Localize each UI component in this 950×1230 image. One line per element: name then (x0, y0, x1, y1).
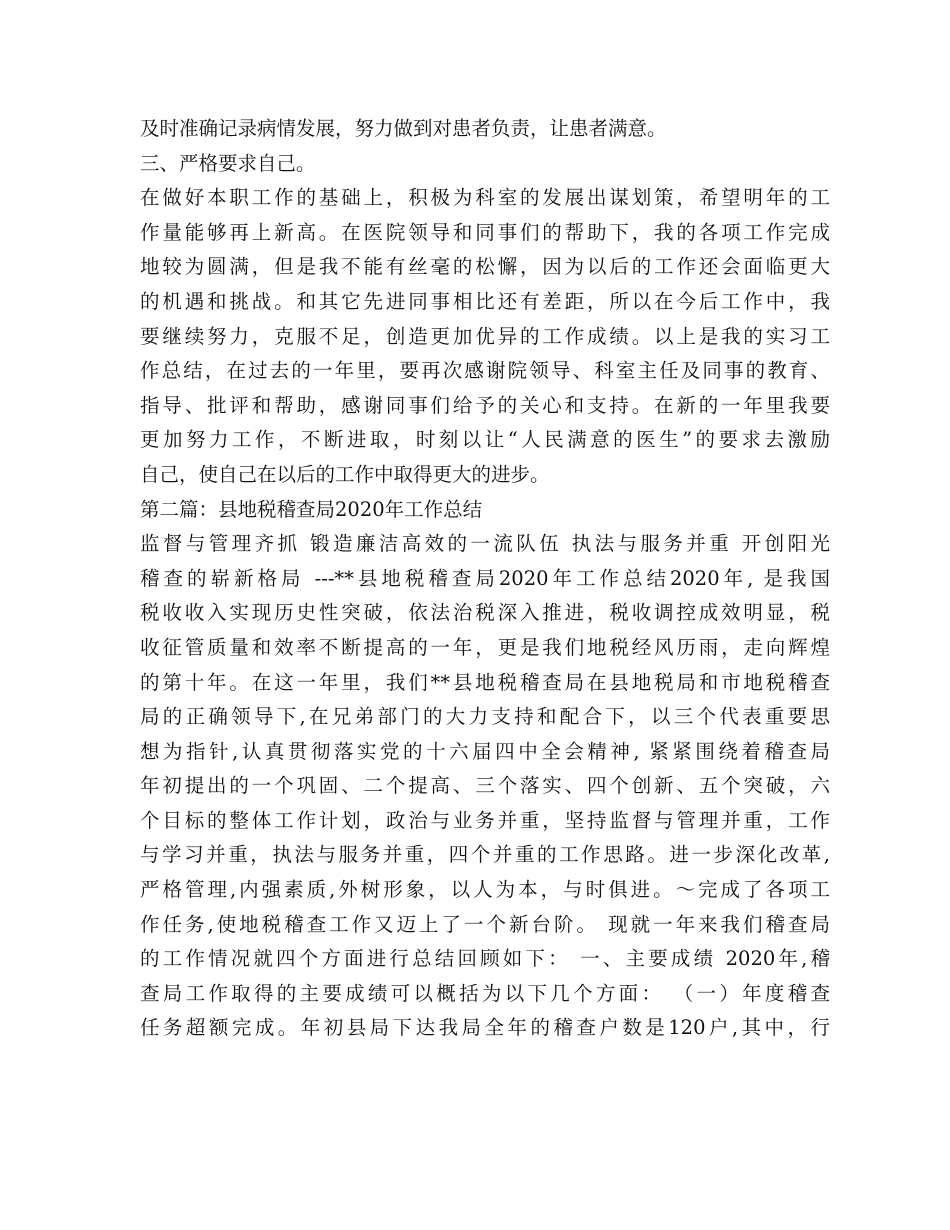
text-line: 想为指针,认真贯彻落实党的十六届四中全会精神, 紧紧围绕着稽查局 (140, 739, 830, 763)
text-line: 的机遇和挑战。和其它先进同事相比还有差距，所以在今后工作中，我 (140, 289, 830, 313)
text-line: 任务超额完成。年初县局下达我局全年的稽查户数是120户,其中，行 (140, 1016, 830, 1040)
text-line: 的第十年。在这一年里，我们**县地税稽查局在县地税局和市地税稽查 (140, 670, 830, 694)
text-line: 更加努力工作，不断进取，时刻以让“人民满意的医生”的要求去激励 (140, 428, 830, 452)
section-heading: 三、严格要求自己。 (140, 151, 316, 175)
text-line: 作量能够再上新高。在医院领导和同事们的帮助下，我的各项工作完成 (140, 220, 830, 244)
text-line: 年初提出的一个巩固、二个提高、三个落实、四个创新、五个突破，六 (140, 774, 830, 798)
text-line: 收征管质量和效率不断提高的一年，更是我们地税经风历雨，走向辉煌 (140, 635, 830, 659)
text-line: 监督与管理齐抓 锻造廉洁高效的一流队伍 执法与服务并重 开创阳光 (140, 532, 830, 556)
text-line: 及时准确记录病情发展，努力做到对患者负责，让患者满意。 (140, 117, 667, 140)
text-line: 税收收入实现历史性突破，依法治税深入推进，税收调控成效明显，税 (140, 601, 830, 625)
text-line: 个目标的整体工作计划，政治与业务并重，坚持监督与管理并重，工作 (140, 808, 830, 832)
text-line: 自己，使自己在以后的工作中取得更大的进步。 (140, 462, 550, 486)
document-body (140, 112, 830, 1046)
text-line: 地较为圆满，但是我不能有丝毫的松懈，因为以后的工作还会面临更大 (140, 255, 830, 279)
text-line: 作任务,使地税稽查工作又迈上了一个新台阶。 现就一年来我们稽查局 (140, 912, 830, 936)
text-line: 指导、批评和帮助，感谢同事们给予的关心和支持。在新的一年里我要 (140, 393, 830, 417)
text-line: 稽查的崭新格局 ---**县地税稽查局2020年工作总结2020年, 是我国 (140, 566, 830, 590)
article-title: 第二篇：县地税稽查局2020年工作总结 (140, 497, 483, 521)
text-line: 在做好本职工作的基础上，积极为科室的发展出谋划策，希望明年的工 (140, 186, 830, 210)
text-line: 严格管理,内强素质,外树形象，以人为本，与时俱进。～完成了各项工 (140, 878, 830, 902)
text-line: 查局工作取得的主要成绩可以概括为以下几个方面： （一）年度稽查 (140, 981, 830, 1005)
text-line: 作总结，在过去的一年里，要再次感谢院领导、科室主任及同事的教育、 (140, 359, 830, 383)
text-line: 局的正确领导下,在兄弟部门的大力支持和配合下，以三个代表重要思 (140, 705, 830, 729)
text-line: 的工作情况就四个方面进行总结回顾如下： 一、主要成绩 2020年,稽 (140, 947, 830, 971)
text-line: 要继续努力，克服不足，创造更加优异的工作成绩。以上是我的实习工 (140, 324, 830, 348)
text-line: 与学习并重，执法与服务并重，四个并重的工作思路。进一步深化改革, (140, 843, 830, 867)
